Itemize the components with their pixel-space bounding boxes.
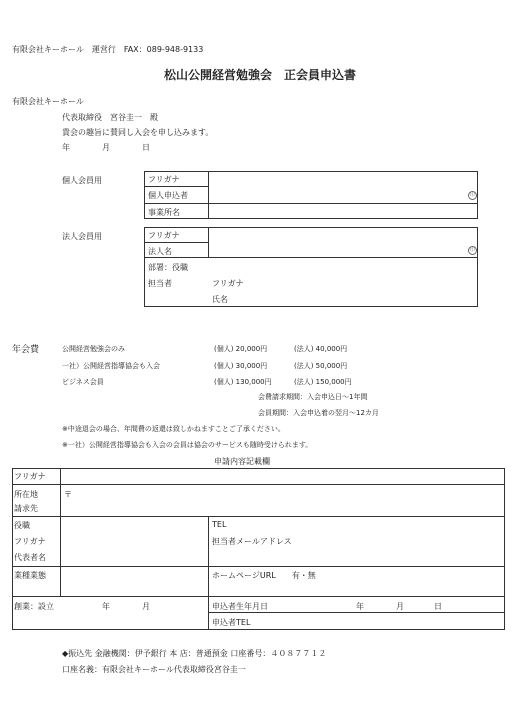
corporate-contact-field[interactable] bbox=[240, 258, 476, 306]
company-name: 有限会社キーホール bbox=[12, 97, 84, 106]
form-birth-year: 年 bbox=[356, 602, 364, 611]
fee-note-2: ※一社）公開経営指導協会も入会の会員は協会のサービスも随時受けられます。 bbox=[62, 441, 313, 449]
fee-item-corporate: (法人) 50,000円 bbox=[294, 362, 348, 370]
bank-info: ◆振込先 金融機関：伊予銀行 本 店：普通預金 口座番号：４０８７７１２ bbox=[62, 649, 327, 658]
date-year: 年 bbox=[62, 143, 70, 152]
tel-field[interactable] bbox=[236, 518, 502, 532]
fee-item-name: 一社）公開経営指導協会も入会 bbox=[62, 362, 160, 370]
form-email-label: 担当者メールアドレス bbox=[212, 537, 292, 546]
statement: 貴会の趣旨に賛同し入会を申し込みます。 bbox=[62, 128, 214, 137]
email-field[interactable] bbox=[210, 548, 502, 564]
header-fax-line: 有限会社キーホール 運営行 FAX：089-948-9133 bbox=[12, 45, 204, 54]
date-day: 日 bbox=[142, 143, 150, 152]
fee-item-name: ビジネス会員 bbox=[62, 378, 104, 386]
form-founded-label: 創業：設立 bbox=[14, 602, 54, 611]
form-homepage-label: ホームページURL 有・無 bbox=[212, 571, 316, 580]
corporate-contact-label: 担当者 bbox=[148, 279, 172, 288]
fee-item-individual: (個人) 30,000円 bbox=[214, 362, 268, 370]
representative-field[interactable] bbox=[62, 518, 206, 564]
recipient: 代表取締役 宮谷圭一 殿 bbox=[62, 113, 158, 122]
form-furigana-label: フリガナ bbox=[14, 472, 46, 481]
individual-furigana-label: フリガナ bbox=[148, 175, 180, 184]
individual-applicant-label: 個人申込者 bbox=[148, 191, 188, 200]
form-birth-day: 日 bbox=[434, 602, 442, 611]
form-postal-mark: 〒 bbox=[64, 490, 72, 499]
industry-field[interactable] bbox=[62, 568, 206, 594]
form-furigana2-label: フリガナ bbox=[14, 537, 46, 546]
corporate-contact-name: 氏名 bbox=[212, 295, 228, 304]
form-founded-month: 月 bbox=[142, 602, 150, 611]
form-industry-label: 業種業態 bbox=[14, 571, 46, 580]
furigana-field[interactable] bbox=[62, 469, 502, 483]
form-tel-label: TEL bbox=[212, 520, 227, 529]
corporate-name-label: 法人名 bbox=[148, 247, 172, 256]
form-heading: 申請内容記載欄 bbox=[214, 457, 270, 466]
corporate-label: 法人会員用 bbox=[62, 232, 102, 241]
form-position-label: 役職 bbox=[14, 521, 30, 530]
page-title: 松山公開経営勉強会 正会員申込書 bbox=[163, 68, 356, 82]
fee-item-name: 公開経営勉強会のみ bbox=[62, 345, 125, 353]
individual-label: 個人会員用 bbox=[62, 176, 102, 185]
fee-item-individual: (個人) 130,000円 bbox=[214, 378, 272, 386]
account-name: 口座名義：有限会社キーホール代表取締役宮谷圭一 bbox=[62, 665, 246, 674]
corporate-contact-furigana: フリガナ bbox=[212, 279, 244, 288]
form-applicant-tel-label: 申込者TEL bbox=[212, 618, 251, 627]
fee-item-corporate: (法人) 40,000円 bbox=[294, 345, 348, 353]
form-birth-month: 月 bbox=[396, 602, 404, 611]
date-month: 月 bbox=[102, 143, 110, 152]
address-field[interactable] bbox=[76, 486, 502, 514]
fee-item-individual: (個人) 20,000円 bbox=[214, 345, 268, 353]
fee-item-corporate: (法人) 150,000円 bbox=[294, 378, 352, 386]
individual-office-label: 事業所名 bbox=[148, 208, 180, 217]
corporate-seal-icon: 印 bbox=[469, 247, 475, 253]
corporate-department-label: 部署：役職 bbox=[148, 263, 188, 272]
individual-name-field[interactable] bbox=[210, 172, 476, 202]
form-representative-label: 代表者名 bbox=[14, 553, 46, 562]
fee-member-period: 会員期間：入会申込着の翌月〜12カ月 bbox=[258, 409, 379, 417]
form-billing-label: 請求先 bbox=[14, 504, 38, 513]
individual-office-field[interactable] bbox=[210, 204, 476, 218]
form-birth-label: 申込者生年月日 bbox=[212, 602, 268, 611]
fees-label: 年会費 bbox=[12, 345, 40, 355]
applicant-tel-field[interactable] bbox=[300, 614, 500, 628]
corporate-name-field[interactable] bbox=[210, 228, 476, 256]
form-founded-year: 年 bbox=[102, 602, 110, 611]
corporate-furigana-label: フリガナ bbox=[148, 231, 180, 240]
fee-billing-period: 会費請求期間：入会申込日〜1年間 bbox=[258, 393, 368, 401]
fee-note-1: ※中途退会の場合、年間費の返還は致しかねますことご了承ください。 bbox=[62, 425, 285, 433]
individual-seal-icon: 印 bbox=[469, 192, 475, 198]
form-address-label: 所在地 bbox=[14, 490, 38, 499]
